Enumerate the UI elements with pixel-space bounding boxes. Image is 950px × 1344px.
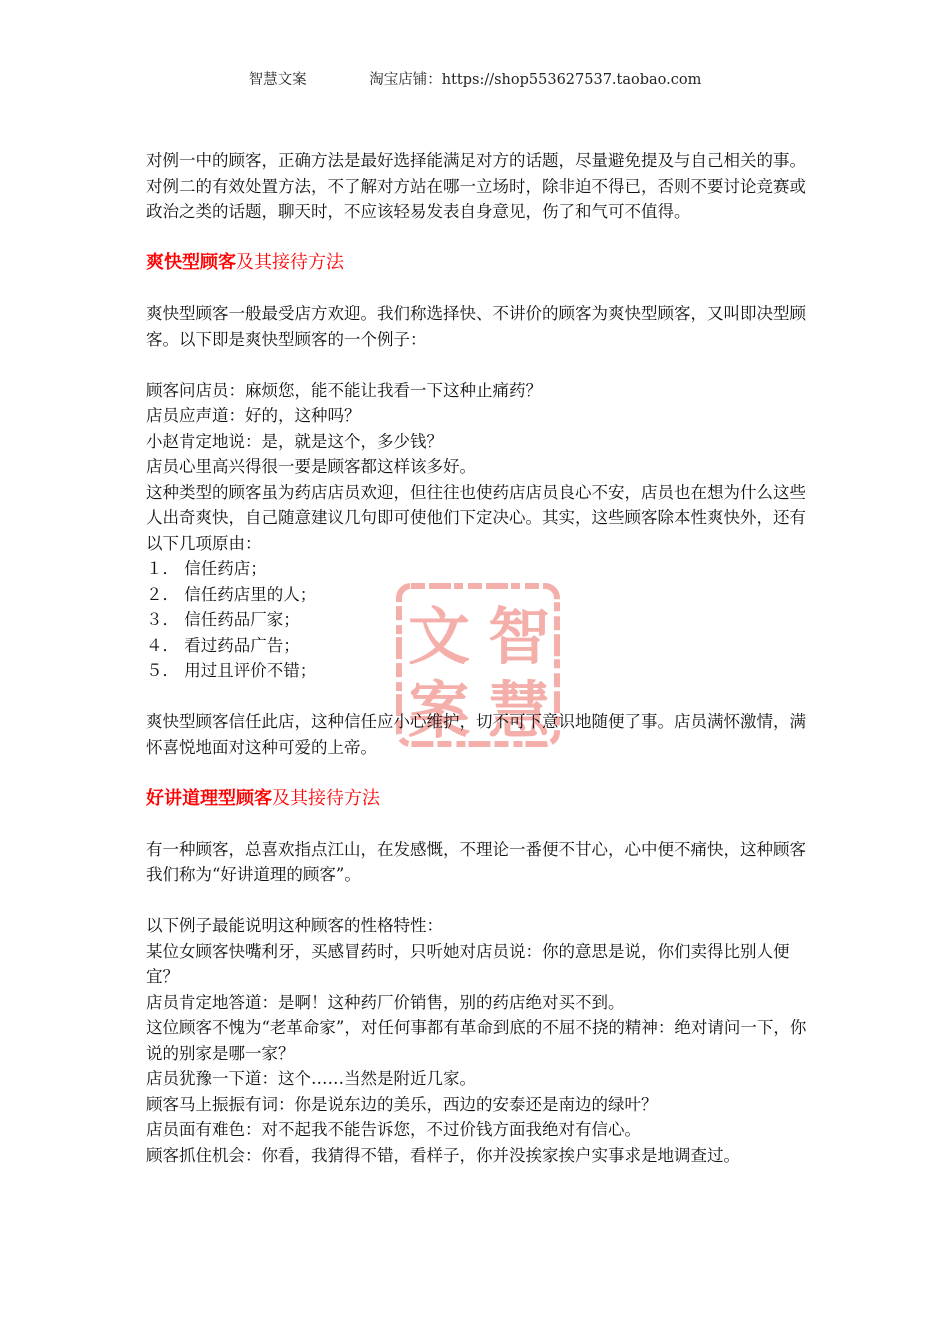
dialog-line: 店员肯定地答道：是啊！这种药厂价销售，别的药店绝对买不到。 bbox=[146, 992, 625, 1012]
heading-rest: 及其接待方法 bbox=[236, 252, 344, 273]
section-heading-jiangdaoli bbox=[146, 786, 810, 812]
heading-bold: 好讲道理型顾客 bbox=[146, 787, 272, 809]
dialog-line: 以下例子最能说明这种顾客的性格特性： bbox=[146, 916, 443, 935]
list-item: ４． 看过药品广告； bbox=[146, 635, 300, 655]
list-item: ３． 信任药品厂家； bbox=[146, 610, 300, 629]
dialog-line: 小赵肯定地说：是，就是这个，多少钱？ bbox=[146, 431, 443, 451]
watermark-char: 智 bbox=[487, 600, 551, 673]
document-body bbox=[146, 148, 810, 1168]
dialog-line: 店员应声道：好的，这种吗？ bbox=[146, 406, 361, 425]
watermark-char: 文 bbox=[407, 600, 471, 673]
watermark-char: 慧 bbox=[487, 674, 551, 747]
list-item: ５． 用过且评价不错； bbox=[146, 661, 317, 680]
dialog-line: 这位顾客不愧为“老革命家”，对任何事都有革命到底的不屈不挠的精神：绝对请问一下，你说的别家是哪一家？ bbox=[146, 1018, 807, 1063]
heading-bold: 爽快型顾客 bbox=[146, 252, 236, 273]
dialog-line: 某位女顾客快嘴利牙，买感冒药时，只听她对店员说：你的意思是说，你们卖得比别人便宜？ bbox=[146, 941, 790, 986]
shop-link-text: 淘宝店铺：https://shop553627537.taobao.com bbox=[369, 72, 702, 88]
paragraph: 这种类型的顾客虽为药店店员欢迎，但往往也使药店店员良心不安，店员也在想为什么这些人出奇爽快，自己随意建议几句即可使他们下定决心。其实，这些顾客除本性爽快外，还有以下几项原由： bbox=[146, 482, 806, 553]
intro-paragraph: 对例一中的顾客，正确方法是最好选择能满足对方的话题，尽量避免提及与自己相关的事。对例二的有效处置方法，不了解对方站在哪一立场时，除非迫不得已，否则不要讨论竞赛或政治之类的话题，聊天时，不应该轻易发表自身意见，伤了和气可不值得。 bbox=[146, 151, 806, 221]
list-item: １． 信任药店； bbox=[146, 559, 267, 578]
dialog-line: 顾客马上振振有词：你是说东边的美乐，西边的安泰还是南边的绿叶？ bbox=[146, 1094, 658, 1114]
paragraph: 爽快型顾客一般最受店方欢迎。我们称选择快、不讲价的顾客为爽快型顾客，又叫即决型顾客。以下即是爽快型顾客的一个例子： bbox=[146, 304, 806, 349]
section-heading-shuangkuai bbox=[146, 250, 810, 276]
heading-rest: 及其接待方法 bbox=[272, 787, 380, 809]
dialog-line: 店员面有难色：对不起我不能告诉您，不过价钱方面我绝对有信心。 bbox=[146, 1120, 641, 1139]
paragraph: 爽快型顾客信任此店，这种信任应小心维护，切不可下意识地随便了事。店员满怀激情，满怀喜悦地面对这种可爱的上帝。 bbox=[146, 712, 806, 757]
dialog-line: 店员犹豫一下道：这个……当然是附近几家。 bbox=[146, 1069, 476, 1088]
watermark-char: 案 bbox=[407, 674, 471, 747]
list-item: ２． 信任药店里的人； bbox=[146, 584, 317, 604]
paragraph: 有一种顾客，总喜欢指点江山，在发感慨，不理论一番便不甘心，心中便不痛快，这种顾客我们称为“好讲道理的顾客”。 bbox=[146, 839, 806, 884]
dialog-line: 店员心里高兴得很一要是顾客都这样该多好。 bbox=[146, 457, 476, 476]
page-header bbox=[0, 68, 950, 89]
brand-name: 智慧文案 bbox=[248, 72, 307, 88]
dialog-line: 顾客抓住机会：你看，我猜得不错，看样子，你并没挨家挨户实事求是地调查过。 bbox=[146, 1145, 740, 1165]
dialog-line: 顾客问店员：麻烦您，能不能让我看一下这种止痛药？ bbox=[146, 380, 542, 400]
